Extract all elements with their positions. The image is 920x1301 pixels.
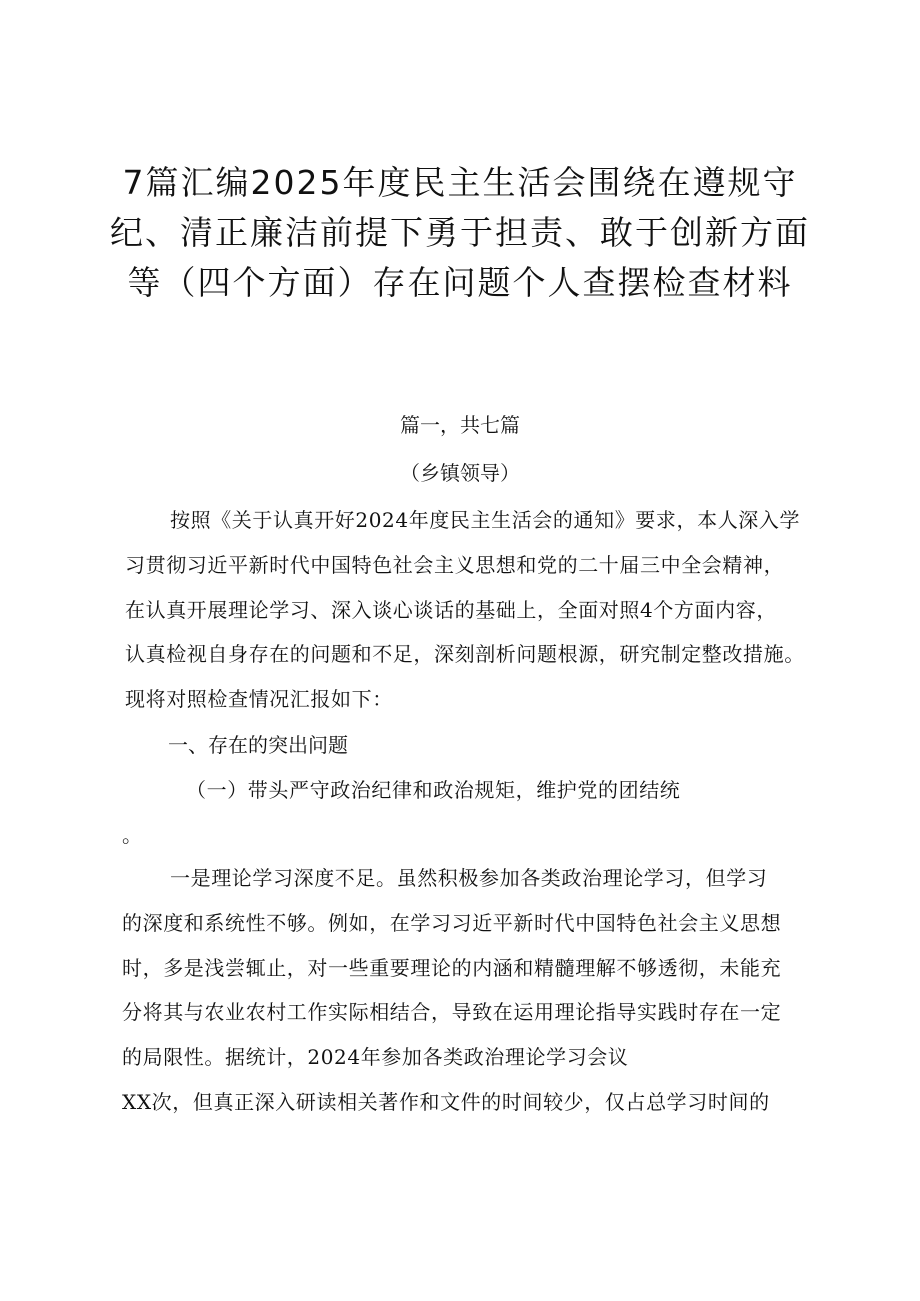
section-heading: 一、存在的突出问题 <box>168 733 348 757</box>
intro-line-2: 习贯彻习近平新时代中国特色社会主义思想和党的二十届三中全会精神， <box>125 553 785 577</box>
body-line-4: 分将其与农业农村工作实际相结合，导致在运用理论指导实践时存在一定 <box>122 1000 782 1024</box>
subsection-heading-continuation: 。 <box>122 823 143 847</box>
body-line-1: 一是理论学习深度不足。虽然积极参加各类政治理论学习，但学习 <box>170 866 768 890</box>
body-line-2: 的深度和系统性不够。例如，在学习习近平新时代中国特色社会主义思想 <box>122 911 782 935</box>
title-line-3: 等（四个方面）存在问题个人查摆检查材料 <box>127 263 793 302</box>
document-title <box>100 158 820 308</box>
body-line-6: XX次，但真正深入研读相关著作和文件的时间较少，仅占总学习时间的 <box>122 1090 770 1114</box>
title-line-1: 7篇汇编2025年度民主生活会围绕在遵规守 <box>122 163 798 202</box>
title-line-2: 纪、清正廉洁前提下勇于担责、敢于创新方面 <box>110 213 810 252</box>
chapter-title: 篇一，共七篇 <box>400 413 520 437</box>
intro-line-5: 现将对照检查情况汇报如下： <box>125 687 393 711</box>
intro-line-3: 在认真开展理论学习、深入谈心谈话的基础上，全面对照4个方面内容， <box>125 598 777 622</box>
subsection-heading: （一）带头严守政治纪律和政治规矩，维护党的团结统 <box>186 778 681 802</box>
body-line-5: 的局限性。据统计，2024年参加各类政治理论学习会议 <box>122 1045 629 1069</box>
body-line-3: 时，多是浅尝辄止，对一些重要理论的内涵和精髓理解不够透彻，未能充 <box>122 956 782 980</box>
intro-line-4: 认真检视自身存在的问题和不足，深刻剖析问题根源，研究制定整改措施。 <box>125 642 805 666</box>
chapter-subtitle: （乡镇领导） <box>400 461 520 485</box>
intro-line-1: 按照《关于认真开好2024年度民主生活会的通知》要求，本人深入学 <box>170 508 801 532</box>
